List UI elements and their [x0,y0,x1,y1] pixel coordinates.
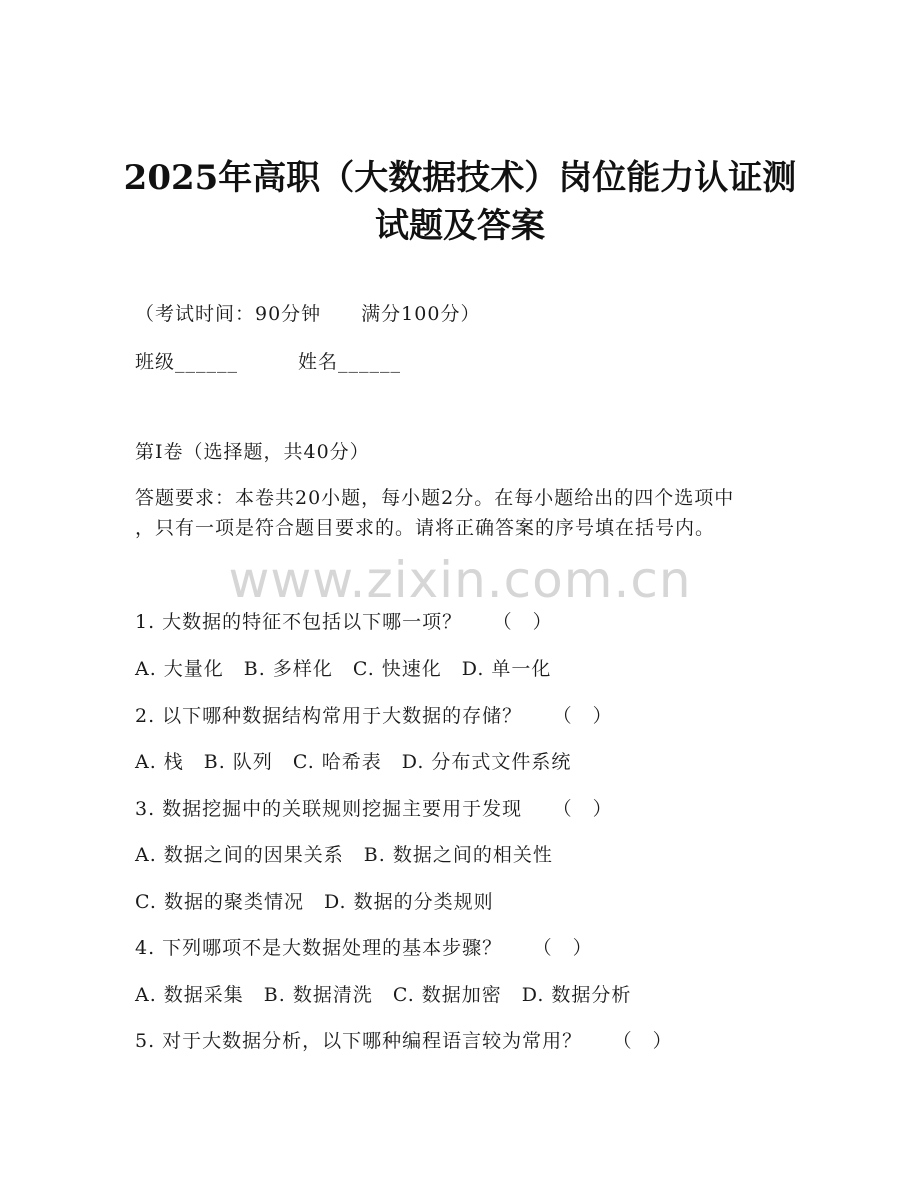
question-3-options-ab: A. 数据之间的因果关系 B. 数据之间的相关性 [135,844,553,866]
exam-info: （考试时间：90分钟 满分100分） [135,303,481,325]
question-4-options: A. 数据采集 B. 数据清洗 C. 数据加密 D. 数据分析 [135,984,632,1006]
question-2: 2. 以下哪种数据结构常用于大数据的存储？ （ ） [135,705,613,727]
document-title-line-1: 2025年高职（大数据技术）岗位能力认证测 [123,158,797,198]
question-2-options: A. 栈 B. 队列 C. 哈希表 D. 分布式文件系统 [135,751,572,773]
question-5: 5. 对于大数据分析，以下哪种编程语言较为常用？ （ ） [135,1030,673,1052]
question-3: 3. 数据挖掘中的关联规则挖掘主要用于发现 （ ） [135,798,613,820]
question-1: 1. 大数据的特征不包括以下哪一项？ （ ） [135,611,553,633]
document-title-line-2: 试题及答案 [375,206,545,246]
watermark: www.zixin.com.cn [228,551,692,609]
instructions-line-1: 答题要求：本卷共20小题，每小题2分。在每小题给出的四个选项中 [135,487,735,509]
question-1-options: A. 大量化 B. 多样化 C. 快速化 D. 单一化 [135,658,552,680]
class-name-line: 班级______ 姓名______ [135,351,402,373]
question-4: 4. 下列哪项不是大数据处理的基本步骤？ （ ） [135,937,593,959]
question-3-options-cd: C. 数据的聚类情况 D. 数据的分类规则 [135,891,494,913]
instructions-line-2: ，只有一项是符合题目要求的。请将正确答案的序号填在括号内。 [135,517,716,539]
section-heading: 第Ⅰ卷（选择题，共40分） [135,441,370,463]
